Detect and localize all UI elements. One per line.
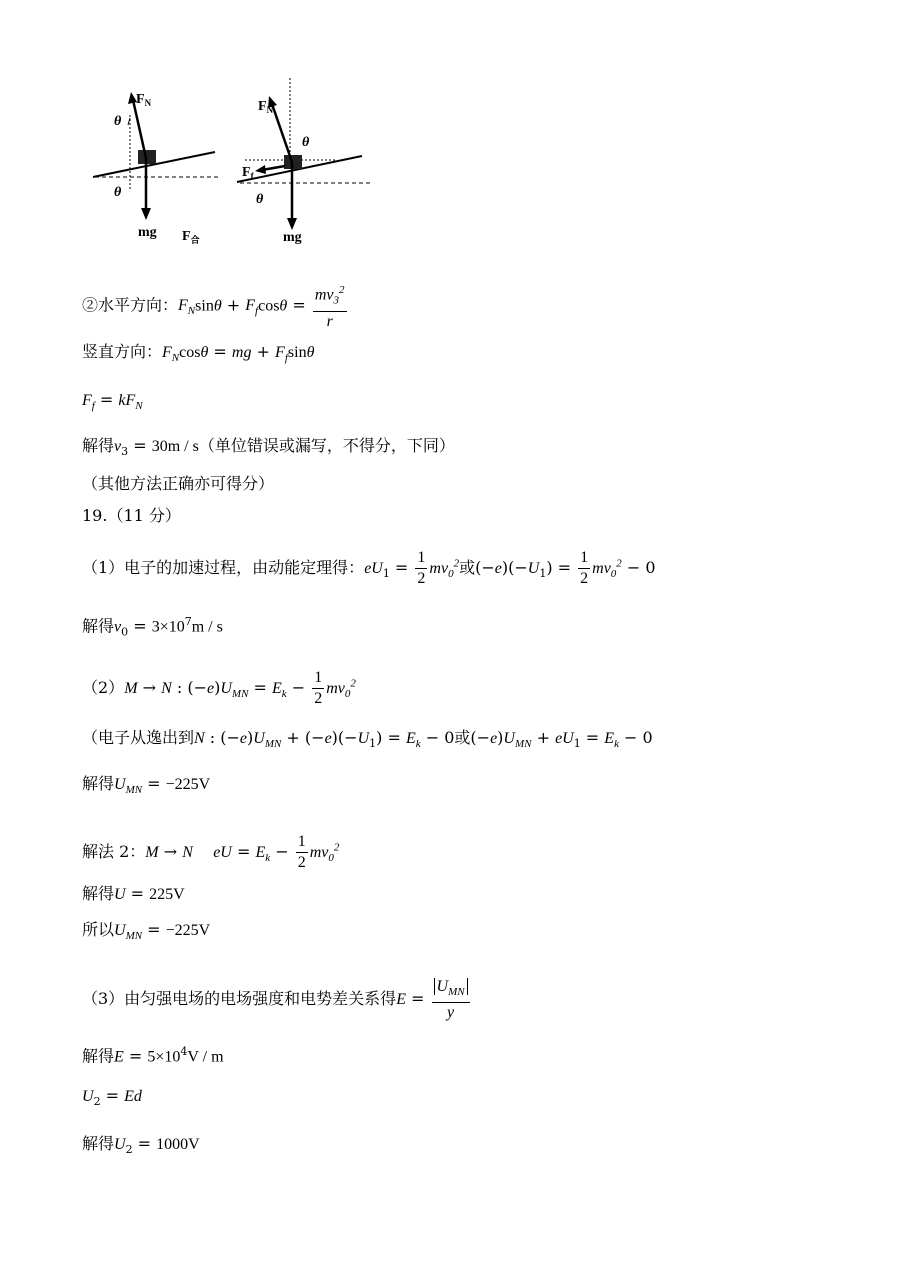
part3-equation: （3）由匀强电场的电场强度和电势差关系得E = $\frac{U_{MN}}{y}$ [82,976,472,1023]
right-mg-label: mg [283,230,302,245]
other-methods-note: （其他方法正确亦可得分） [82,474,275,493]
umn-result: 解得$U_{MN} = -225V$ [82,774,211,797]
u2-result: 解得$U_2 = 1000V$ [82,1134,200,1157]
right-force-diagram [237,78,370,245]
right-ff-label: $F_f$ [242,165,254,181]
friction-equation: $F_f = kF_N$ [82,390,143,413]
vertical-equation: 竖直方向：$F_N\cos\theta$ = mg + $F_f\sin\theta$ [82,342,315,365]
right-theta-top: θ [302,135,310,150]
u2-equation: $U_2 = Ed$ [82,1086,142,1109]
right-fn-label: $F_N$ [258,99,274,115]
e-result: 解得$E = 5\times 10^4V / m$ [82,1045,224,1066]
left-fhe-label: $F_合$ [182,229,200,245]
part2-alt-equation: （电子从逸出到N : $(-e)U_{MN} + (-e)(-U_1) = E_k - 0$或$(-e)U_{MN} + eU_1 = E_k - 0$ [82,728,653,751]
question-19-heading: 19.（11 分） [82,506,181,525]
force-diagram [0,0,900,260]
right-theta-bottom: θ [256,192,264,207]
method2-equation: 解法 2：M → N eU = $E_k$ − $\frac{1}{2}$ $mv_0^2$ [82,833,340,871]
u-result: 解得U = 225V [82,884,185,903]
umn-conclusion: 所以$U_{MN} = -225V$ [82,920,211,943]
left-fn-label: $F_N$ [136,92,152,108]
part2-equation: （2）M → N : $(-e)U_{MN} = E_k$ − $\frac{1}{2}$ $mv_0^2$ [82,669,356,707]
v0-result: 解得$v_0 = 3\times 10^7m / s$ [82,615,223,639]
left-mg-label: mg [138,225,157,240]
left-theta-bottom: θ [114,185,122,200]
left-force-diagram [93,92,220,245]
horizontal-equation: ②水平方向：$F_N\sin\theta + F_f\cos\theta$ = $\frac{mv_3^2}{r}$ [82,280,349,332]
left-theta-top: θ [114,114,122,129]
part1-equation: （1）电子的加速过程，由动能定理得：$eU_1$ = $\frac{1}{2}$ $mv_0^2$或$(-e)(-U_1)$ = $\frac{1}{2}$ $mv_0^2 - 0$ [82,549,656,587]
v3-result: 解得$v_3 = 30m / s$（单位错误或漏写，不得分，下同） [82,436,455,459]
